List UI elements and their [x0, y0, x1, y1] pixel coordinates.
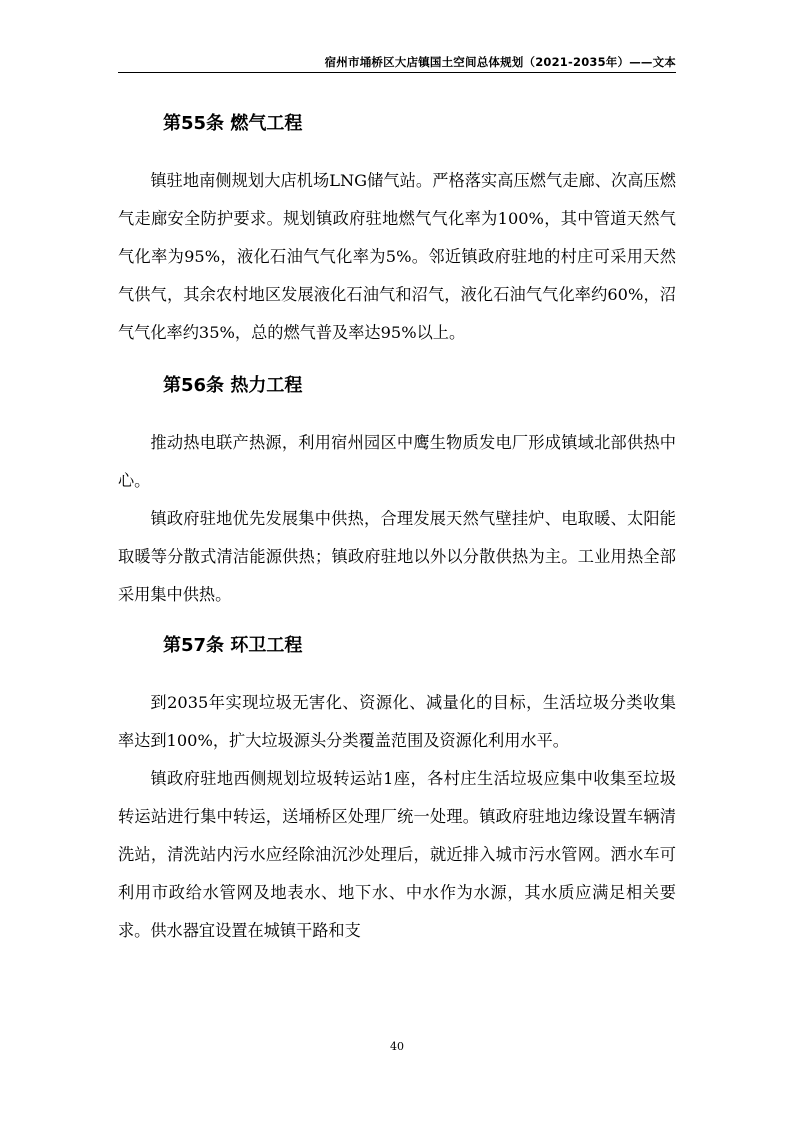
section-heading: 第55条 燃气工程: [163, 113, 303, 134]
paragraph: 推动热电联产热源，利用宿州园区中鹰生物质发电厂形成镇域北部供热中心。: [118, 433, 676, 490]
paragraph: 镇政府驻地优先发展集中供热，合理发展天然气壁挂炉、电取暖、太阳能取暖等分散式清洁能源供热；镇政府驻地以外以分散供热为主。工业用热全部采用集中供热。: [118, 509, 676, 604]
section-heading: 第56条 热力工程: [163, 375, 303, 396]
section-gas-engineering: [118, 96, 676, 352]
section-heading: 第57条 环卫工程: [163, 635, 303, 656]
section-sanitation-engineering: [118, 618, 676, 950]
paragraph: 镇驻地南侧规划大店机场LNG储气站。严格落实高压燃气走廊、次高压燃气走廊安全防护要求。规划镇政府驻地燃气气化率为100%，其中管道天然气气化率为95%，液化石油气气化率为5%。邻近镇政府驻地的村庄可采用天然气供气，其余农村地区发展液化石油气和沼气，液化石油气气化率约60%，沼气气化率约35%，总的燃气普及率达95%以上。: [118, 171, 676, 342]
page-number: 40: [390, 1040, 404, 1053]
paragraph: 镇政府驻地西侧规划垃圾转运站1座，各村庄生活垃圾应集中收集至垃圾转运站进行集中转运，送埇桥区处理厂统一处理。镇政府驻地边缘设置车辆清洗站，清洗站内污水应经除油沉沙处理后，就近排入城市污水管网。洒水车可利用市政给水管网及地表水、地下水、中水作为水源，其水质应满足相关要求。供水器宜设置在城镇干路和支: [118, 769, 676, 940]
document-body: [118, 96, 676, 950]
header-divider: [118, 72, 676, 73]
running-header: 宿州市埇桥区大店镇国土空间总体规划（2021-2035年）——文本: [324, 55, 676, 69]
section-heat-engineering: [118, 358, 676, 614]
paragraph: 到2035年实现垃圾无害化、资源化、减量化的目标，生活垃圾分类收集率达到100%，扩大垃圾源头分类覆盖范围及资源化利用水平。: [118, 693, 676, 750]
